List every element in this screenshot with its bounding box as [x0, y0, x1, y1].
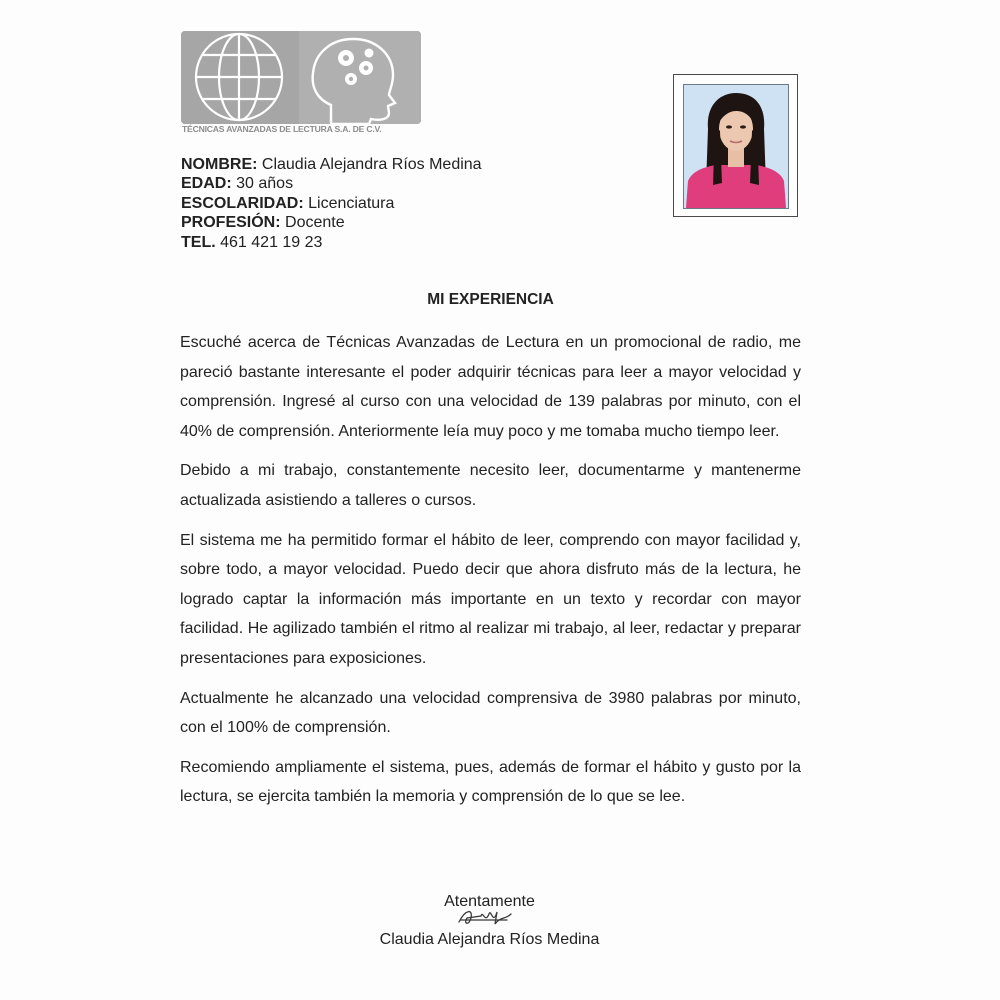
closing-salutation: Atentamente — [444, 893, 535, 910]
signature-line — [0, 911, 979, 931]
info-value: Licenciatura — [308, 194, 395, 212]
info-label: PROFESIÓN: — [181, 214, 281, 232]
photo-frame — [673, 74, 798, 217]
company-name: TÉCNICAS AVANZADAS DE LECTURA S.A. DE C.V. — [182, 124, 382, 134]
paragraph: Escuché acerca de Técnicas Avanzadas de Lectura en un promocional de radio, me pareció bastante interesante el poder adquirir técnicas para leer a mayor velocidad y comprensión. Ingresé al curso con una velocidad de 139 palabras por minuto, con el 40% de comprensión. Anteriormente leía muy poco y me tomaba mucho tiempo leer. — [180, 334, 801, 440]
section-heading: MI EXPERIENCIA — [427, 291, 554, 308]
handwritten-signature — [455, 906, 515, 930]
info-label: EDAD: — [181, 175, 232, 193]
portrait-photo — [683, 84, 789, 209]
info-escolaridad — [181, 194, 482, 213]
closing-block — [0, 893, 979, 949]
logo-graphic — [181, 31, 421, 124]
experience-text — [180, 328, 801, 822]
paragraph: El sistema me ha permitido formar el hábito de leer, comprendo con mayor facilidad y, sobre todo, a mayor velocidad. Puedo decir que ahora disfruto más de la lectura, he logrado captar la información más importante en un texto y recordar con mayor facilidad. He agilizado también el ritmo al realizar mi trabajo, al leer, redactar y preparar presentaciones para exposiciones. — [180, 531, 801, 667]
info-label: ESCOLARIDAD: — [181, 194, 304, 212]
info-value: 30 años — [236, 175, 294, 193]
paragraph: Recomiendo ampliamente el sistema, pues, además de formar el hábito y gusto por la lectura, se ejercita también la memoria y comprensión de lo que se lee. — [180, 758, 801, 806]
info-value: Docente — [285, 214, 345, 232]
info-profesion — [181, 213, 482, 232]
info-value: 461 421 19 23 — [220, 233, 323, 251]
paragraph: Debido a mi trabajo, constantemente necesito leer, documentarme y mantenerme actualizada asistiendo a talleres o cursos. — [180, 462, 801, 509]
info-tel — [181, 233, 482, 252]
info-label: NOMBRE: — [181, 156, 258, 173]
info-edad — [181, 174, 482, 193]
info-value: Claudia Alejandra Ríos Medina — [261, 156, 482, 173]
globe-icon — [196, 34, 282, 120]
info-label: TEL. — [181, 233, 216, 251]
paragraph: Actualmente he alcanzado una velocidad comprensiva de 3980 palabras por minuto, con el 100% de comprensión. — [180, 689, 801, 737]
company-logo — [181, 31, 421, 124]
closing-name: Claudia Alejandra Ríos Medina — [379, 931, 600, 948]
personal-info — [181, 155, 482, 252]
info-nombre — [181, 155, 482, 174]
